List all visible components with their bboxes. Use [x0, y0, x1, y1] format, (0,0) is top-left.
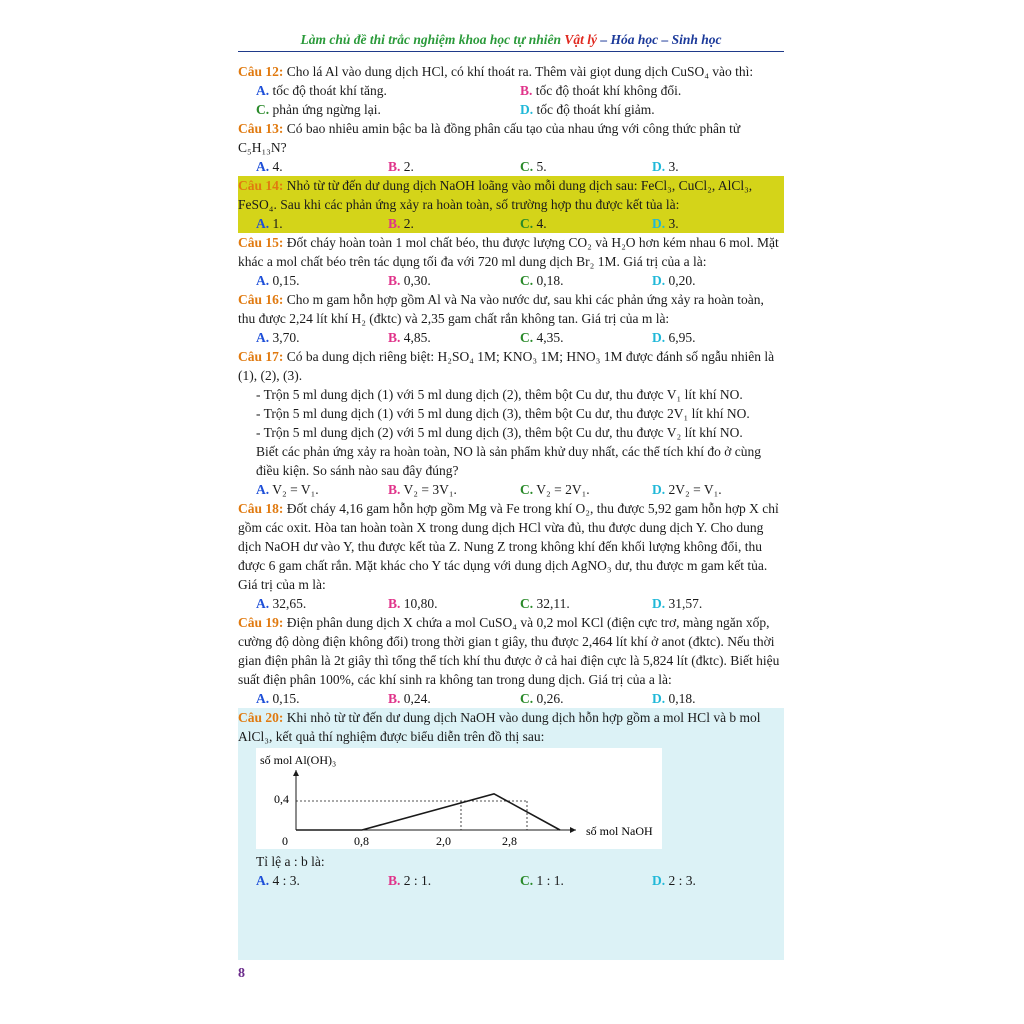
question-number: Câu 19: [238, 615, 284, 630]
option-b[interactable]: B. 10,80. [388, 596, 438, 611]
question-12 [238, 62, 784, 119]
y-tick-label: 0,4 [274, 792, 289, 806]
running-header [238, 30, 784, 50]
page-content [238, 30, 784, 960]
question-14 [238, 176, 784, 233]
question-19 [238, 613, 784, 708]
question-line: Biết các phản ứng xảy ra hoàn toàn, NO là sản phẩm khử duy nhất, các thể tích khí đo ở cùng điều kiện. So sánh nào sau đây đúng? [256, 444, 762, 478]
option-d[interactable]: D. tốc độ thoát khí giảm. [520, 102, 655, 117]
option-a[interactable]: A. 4. [256, 159, 283, 174]
question-number: Câu 18: [238, 501, 284, 516]
chart-container [256, 748, 662, 849]
question-line: - Trộn 5 ml dung dịch (1) với 5 ml dung dịch (3), thêm bột Cu dư, thu được 2V₁ lít khí NO. [256, 406, 750, 421]
page-number: 8 [238, 966, 245, 981]
question-16 [238, 290, 784, 347]
option-d[interactable]: D. 0,20. [652, 273, 696, 288]
question-line: - Trộn 5 ml dung dịch (2) với 5 ml dung dịch (3), thêm bột Cu dư, thu được V₂ lít khí NO. [256, 425, 743, 440]
question-text: Cho m gam hỗn hợp gồm Al và Na vào nước dư, sau khi các phản ứng xảy ra hoàn toàn, thu được 2,24 lít khí H₂ (đktc) và 2,35 gam chất rắn không tan. Giá trị của m là: [238, 292, 764, 326]
option-a[interactable]: A. tốc độ thoát khí tăng. [256, 83, 387, 98]
question-15 [238, 233, 784, 290]
line-chart [256, 748, 662, 849]
option-a[interactable]: A. 32,65. [256, 596, 307, 611]
option-b[interactable]: B. V₂ = 3V₁. [388, 482, 457, 497]
question-20 [238, 708, 784, 960]
guide-lines [296, 801, 527, 830]
question-number: Câu 17: [238, 349, 284, 364]
question-text: Điện phân dung dịch X chứa a mol CuSO₄ và 0,2 mol KCl (điện cực trơ, màng ngăn xốp, cường độ dòng điện không đổi) trong thời gian t giây, thu được 2,464 lít khí ở anot (đktc). Nếu thời gian điện phân là 2t giây thì tổng thể tích khí thu được ở cả hai điện cực là 5,824 lít (đktc). Biết hiệu suất điện phân 100%, các khí sinh ra không tan trong dung dịch. Giá trị của a là: [238, 615, 780, 687]
option-c[interactable]: C. 5. [520, 159, 547, 174]
question-text: Nhỏ từ từ đến dư dung dịch NaOH loãng vào mỗi dung dịch sau: FeCl₃, CuCl₂, AlCl₃, FeSO₄. Sau khi các phản ứng xảy ra hoàn toàn, số trường hợp thu được kết tủa là: [238, 178, 753, 212]
question-17 [238, 347, 784, 499]
option-d[interactable]: D. 31,57. [652, 596, 703, 611]
option-b[interactable]: B. 0,30. [388, 273, 431, 288]
option-b[interactable]: B. 2 : 1. [388, 873, 432, 888]
question-text: Có ba dung dịch riêng biệt: H₂SO₄ 1M; KNO₃ 1M; HNO₃ 1M được đánh số ngẫu nhiên là (1), (2), (3). [238, 349, 775, 383]
data-line [296, 794, 560, 830]
question-number: Câu 13: [238, 121, 284, 136]
question-line: Tỉ lệ a : b là: [256, 854, 325, 869]
option-d[interactable]: D. 2 : 3. [652, 873, 696, 888]
option-a[interactable]: A. 4 : 3. [256, 873, 300, 888]
question-line: - Trộn 5 ml dung dịch (1) với 5 ml dung dịch (2), thêm bột Cu dư, thu được V₁ lít khí NO. [256, 387, 743, 402]
question-number: Câu 20: [238, 710, 284, 725]
x-tick-label: 0 [282, 834, 288, 848]
question-number: Câu 14: [238, 178, 284, 193]
question-text: Có bao nhiêu amin bậc ba là đồng phân cấu tạo của nhau ứng với công thức phân tử C₅H₁₃N? [238, 121, 741, 155]
option-a[interactable]: A. 1. [256, 216, 283, 231]
option-a[interactable]: A. 3,70. [256, 330, 300, 345]
x-tick-label: 2,8 [502, 834, 517, 848]
option-c[interactable]: C. 1 : 1. [520, 873, 564, 888]
question-text: Khi nhỏ từ từ đến dư dung dịch NaOH vào dung dịch hỗn hợp gồm a mol HCl và b mol AlCl₃, kết quả thí nghiệm được biểu diễn trên đồ thị sau: [238, 710, 761, 744]
option-d[interactable]: D. 2V₂ = V₁. [652, 482, 722, 497]
header-chem-bio: – Hóa học – Sinh học [600, 32, 722, 47]
question-number: Câu 15: [238, 235, 284, 250]
option-d[interactable]: D. 3. [652, 159, 679, 174]
option-b[interactable]: B. 2. [388, 216, 414, 231]
x-axis-label: số mol NaOH [586, 824, 653, 838]
option-c[interactable]: C. 32,11. [520, 596, 570, 611]
option-c[interactable]: C. 0,18. [520, 273, 564, 288]
question-number: Câu 16: [238, 292, 284, 307]
option-c[interactable]: C. 0,26. [520, 691, 564, 706]
option-b[interactable]: B. tốc độ thoát khí không đổi. [520, 83, 682, 98]
question-13 [238, 119, 784, 176]
y-axis-label: số mol Al(OH)₃ [260, 753, 337, 767]
option-a[interactable]: A. 0,15. [256, 691, 300, 706]
option-a[interactable]: A. 0,15. [256, 273, 300, 288]
question-text: Cho lá Al vào dung dịch HCl, có khí thoát ra. Thêm vài giọt dung dịch CuSO₄ vào thì: [286, 64, 754, 79]
option-c[interactable]: C. phản ứng ngừng lại. [256, 102, 381, 117]
header-title: Làm chủ đề thi trắc nghiệm khoa học tự nhiên [300, 32, 561, 47]
option-c[interactable]: C. 4. [520, 216, 547, 231]
option-b[interactable]: B. 4,85. [388, 330, 431, 345]
question-text: Đốt cháy hoàn toàn 1 mol chất béo, thu được lượng CO₂ và H₂O hơn kém nhau 6 mol. Mặt khác a mol chất béo trên tác dụng tối đa với 720 ml dung dịch Br₂ 1M. Giá trị của a là: [238, 235, 779, 269]
option-a[interactable]: A. V₂ = V₁. [256, 482, 319, 497]
header-physics: Vật lý [564, 32, 597, 47]
question-18 [238, 499, 784, 613]
option-d[interactable]: D. 0,18. [652, 691, 696, 706]
header-rule [238, 51, 784, 52]
option-c[interactable]: C. V₂ = 2V₁. [520, 482, 590, 497]
x-tick-label: 0,8 [354, 834, 369, 848]
question-number: Câu 12: [238, 64, 284, 79]
option-d[interactable]: D. 6,95. [652, 330, 696, 345]
option-b[interactable]: B. 0,24. [388, 691, 431, 706]
question-text: Đốt cháy 4,16 gam hỗn hợp gồm Mg và Fe trong khí O₂, thu được 5,92 gam hỗn hợp X chỉ gồm các oxit. Hòa tan hoàn toàn X trong dung dịch HCl vừa đủ, thu được dung dịch Y. Cho dung dịch NaOH dư vào Y, thu được kết tủa Z. Nung Z trong không khí đến khối lượng không đổi, thu được 6 gam chất rắn. Mặt khác cho Y tác dụng với dung dịch AgNO₃ dư, thu được m gam kết tủa. Giá trị của m là: [238, 501, 779, 592]
option-d[interactable]: D. 3. [652, 216, 679, 231]
x-tick-label: 2,0 [436, 834, 451, 848]
option-c[interactable]: C. 4,35. [520, 330, 564, 345]
option-b[interactable]: B. 2. [388, 159, 414, 174]
